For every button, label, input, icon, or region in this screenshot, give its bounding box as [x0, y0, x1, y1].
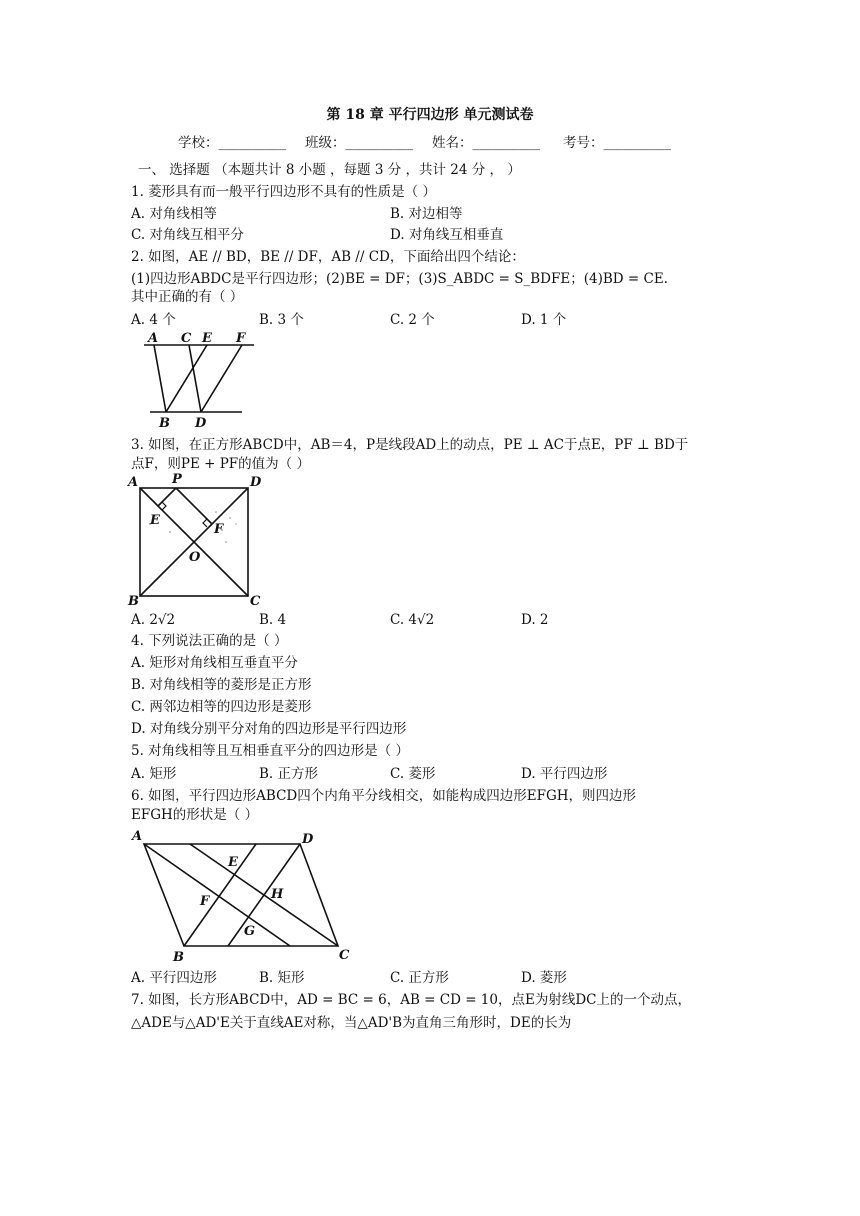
- q2-label-a: A: [148, 331, 159, 346]
- q3-stem: 3. 如图，在正方形ABCD中，AB＝4，P是线段AD上的动点，PE ⊥ AC于点E，PF ⊥ BD于: [131, 437, 689, 453]
- q6-label-d: D: [302, 832, 314, 847]
- q1-stem: 1. 菱形具有而一般平行四边形不具有的性质是（ ）: [131, 184, 436, 200]
- exam-number-field: 考号：__________: [563, 135, 671, 151]
- q2-figure: [138, 328, 260, 430]
- q2-question: 其中正确的有（ ）: [131, 289, 244, 305]
- q3-figure: [126, 472, 268, 608]
- q7-stem: 7. 如图，长方形ABCD中，AD = BC = 6，AB = CD = 10，点E为射线DC上的一个动点，: [131, 992, 691, 1008]
- q6-label-c: C: [339, 948, 350, 963]
- q3-option-c: C. 4√2: [390, 612, 435, 628]
- class-field: 班级：__________: [305, 135, 413, 151]
- q1-option-b: B. 对边相等: [390, 206, 463, 222]
- q3-label-f: F: [214, 522, 224, 537]
- q2-option-a: A. 4 个: [131, 312, 176, 328]
- q6-option-a: A. 平行四边形: [131, 970, 217, 986]
- q1-option-a: A. 对角线相等: [131, 206, 217, 222]
- q6-question: EFGH的形状是（ ）: [131, 807, 259, 823]
- q3-question: 点F，则PE + PF的值为（ ）: [131, 456, 310, 472]
- q2-label-d: D: [195, 416, 207, 430]
- q6-option-b: B. 矩形: [259, 970, 305, 986]
- q6-label-h: H: [271, 887, 284, 902]
- q3-label-c: C: [250, 594, 261, 608]
- q1-option-d: D. 对角线互相垂直: [390, 227, 504, 243]
- q6-option-d: D. 菱形: [521, 970, 567, 986]
- school-field: 学校：__________: [178, 135, 286, 151]
- q3-label-p: P: [172, 472, 182, 487]
- q3-label-a: A: [128, 475, 139, 490]
- q6-option-c: C. 正方形: [390, 970, 449, 986]
- q4-stem: 4. 下列说法正确的是（ ）: [131, 633, 288, 649]
- q3-option-b: B. 4: [259, 612, 287, 628]
- q7-question: △ADE与△AD'E关于直线AE对称，当△AD'B为直角三角形时，DE的长为: [131, 1015, 572, 1031]
- q5-option-d: D. 平行四边形: [521, 766, 608, 782]
- q2-label-f: F: [236, 331, 246, 346]
- q3-label-e: E: [150, 513, 160, 528]
- q4-option-b: B. 对角线相等的菱形是正方形: [131, 677, 312, 693]
- q5-option-a: A. 矩形: [131, 766, 177, 782]
- q6-stem: 6. 如图，平行四边形ABCD四个内角平分线相交，如能构成四边形EFGH，则四边形: [131, 788, 637, 804]
- q2-option-b: B. 3 个: [259, 312, 304, 328]
- q4-option-d: D. 对角线分别平分对角的四边形是平行四边形: [131, 721, 407, 737]
- q6-label-g: G: [244, 924, 256, 939]
- q2-stem: 2. 如图，AE // BD，BE // DF，AB // CD，下面给出四个结论：: [131, 249, 525, 265]
- q6-label-e: E: [228, 855, 238, 870]
- q2-option-c: C. 2 个: [390, 312, 435, 328]
- q1-option-c: C. 对角线互相平分: [131, 227, 244, 243]
- q2-option-d: D. 1 个: [521, 312, 567, 328]
- q5-option-c: C. 菱形: [390, 766, 436, 782]
- q3-label-b: B: [128, 594, 139, 608]
- name-field: 姓名：__________: [432, 135, 540, 151]
- q2-label-e: E: [202, 331, 212, 346]
- q4-option-a: A. 矩形对角线相互垂直平分: [131, 655, 298, 671]
- q5-stem: 5. 对角线相等且互相垂直平分的四边形是（ ）: [131, 743, 409, 759]
- q3-option-a: A. 2√2: [131, 612, 176, 628]
- section-heading: 一、 选择题 （本题共计 8 小题 ，每题 3 分 ，共计 24 分 ， ）: [138, 162, 521, 178]
- q2-conclusions: (1)四边形ABDC是平行四边形；(2)BE = DF；(3)S_ABDC = S_BDFE；(4)BD = CE.: [131, 271, 668, 287]
- q3-label-d: D: [250, 475, 262, 490]
- q6-figure: [128, 826, 358, 966]
- q4-option-c: C. 两邻边相等的四边形是菱形: [131, 699, 312, 715]
- q3-option-d: D. 2: [521, 612, 549, 628]
- q5-option-b: B. 正方形: [259, 766, 319, 782]
- page-title: 第 18 章 平行四边形 单元测试卷: [326, 107, 534, 123]
- q6-label-a: A: [132, 829, 143, 844]
- q6-label-b: B: [173, 950, 184, 965]
- q2-label-c: C: [181, 331, 192, 346]
- q2-label-b: B: [159, 416, 170, 430]
- q6-label-f: F: [200, 894, 210, 909]
- q3-label-o: O: [189, 550, 201, 565]
